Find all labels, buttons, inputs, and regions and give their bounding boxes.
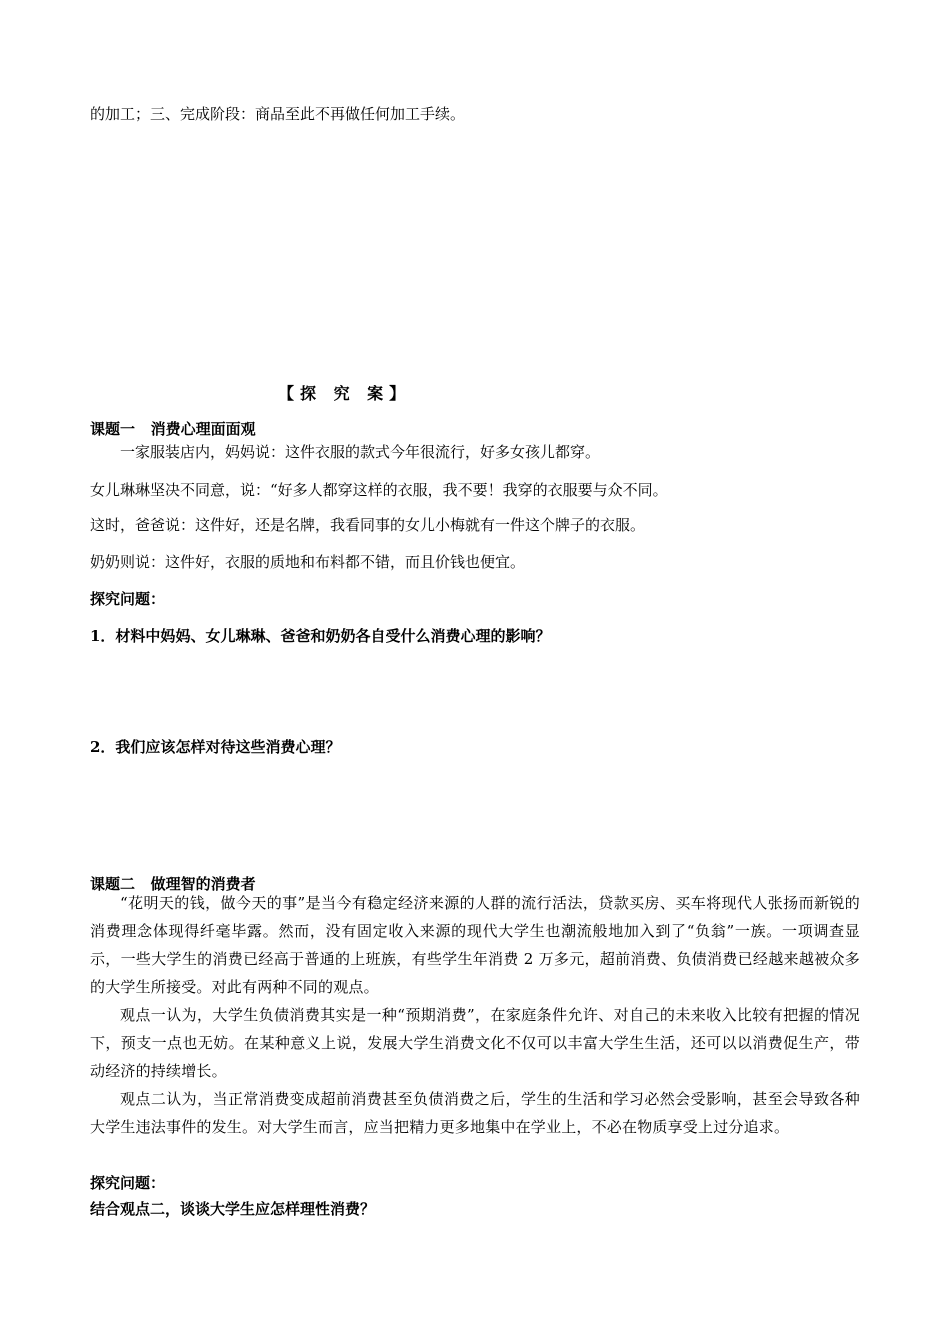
topic1-line-3: 这时，爸爸说：这件好，还是名牌，我看同事的女儿小梅就有一件这个牌子的衣服。 <box>90 516 646 534</box>
section-title: 【探 究 案】 <box>278 384 412 403</box>
topic1-heading: 课题一 消费心理面面观 <box>90 420 256 438</box>
topic2-question-label: 探究问题： <box>90 1174 166 1192</box>
topic2-heading: 课题二 做理智的消费者 <box>90 875 256 893</box>
topic1-line-4: 奶奶则说：这件好，衣服的质地和布料都不错，而且价钱也便宜。 <box>90 553 526 571</box>
topic2-paragraph-2: 观点一认为，大学生负债消费其实是一种“预期消费”，在家庭条件允许、对自己的未来收入比较有把握的情况下，预支一点也无妨。在某种意义上说，发展大学生消费文化不仅可以丰富大学生生活，还可以以消费促生产，带动经济的持续增长。 <box>90 1006 860 1080</box>
topic1-question-1: 1．材料中妈妈、女儿琳琳、爸爸和奶奶各自受什么消费心理的影响？ <box>90 627 551 645</box>
topic1-line-2: 女儿琳琳坚决不同意，说：“好多人都穿这样的衣服，我不要！我穿的衣服要与众不同。 <box>90 481 668 499</box>
continued-text-line: 的加工；三、完成阶段：商品至此不再做任何加工手续。 <box>90 105 466 123</box>
topic1-question-2: 2．我们应该怎样对待这些消费心理？ <box>90 738 341 756</box>
topic1-question-label: 探究问题： <box>90 590 166 608</box>
topic2-question: 结合观点二，谈谈大学生应怎样理性消费？ <box>90 1200 376 1218</box>
topic1-line-1: 一家服装店内，妈妈说：这件衣服的款式今年很流行，好多女孩儿都穿。 <box>120 443 601 461</box>
topic2-paragraph-1: “花明天的钱，做今天的事”是当今有稳定经济来源的人群的流行活法，贷款买房、买车将现代人张扬而新锐的消费理念体现得纤毫毕露。然而，没有固定收入来源的现代大学生也潮流般地加入到了“负翁”一族。一项调查显示，一些大学生的消费已经高于普通的上班族，有些学生年消费 2 万多元，超前消费、负债消费已经越来越被众多的大学生所接受。对此有两种不同的观点。 <box>90 894 860 996</box>
topic2-paragraph-3: 观点二认为，当正常消费变成超前消费甚至负债消费之后，学生的生活和学习必然会受影响，甚至会导致各种大学生违法事件的发生。对大学生而言，应当把精力更多地集中在学业上，不必在物质享受上过分追求。 <box>90 1090 860 1136</box>
